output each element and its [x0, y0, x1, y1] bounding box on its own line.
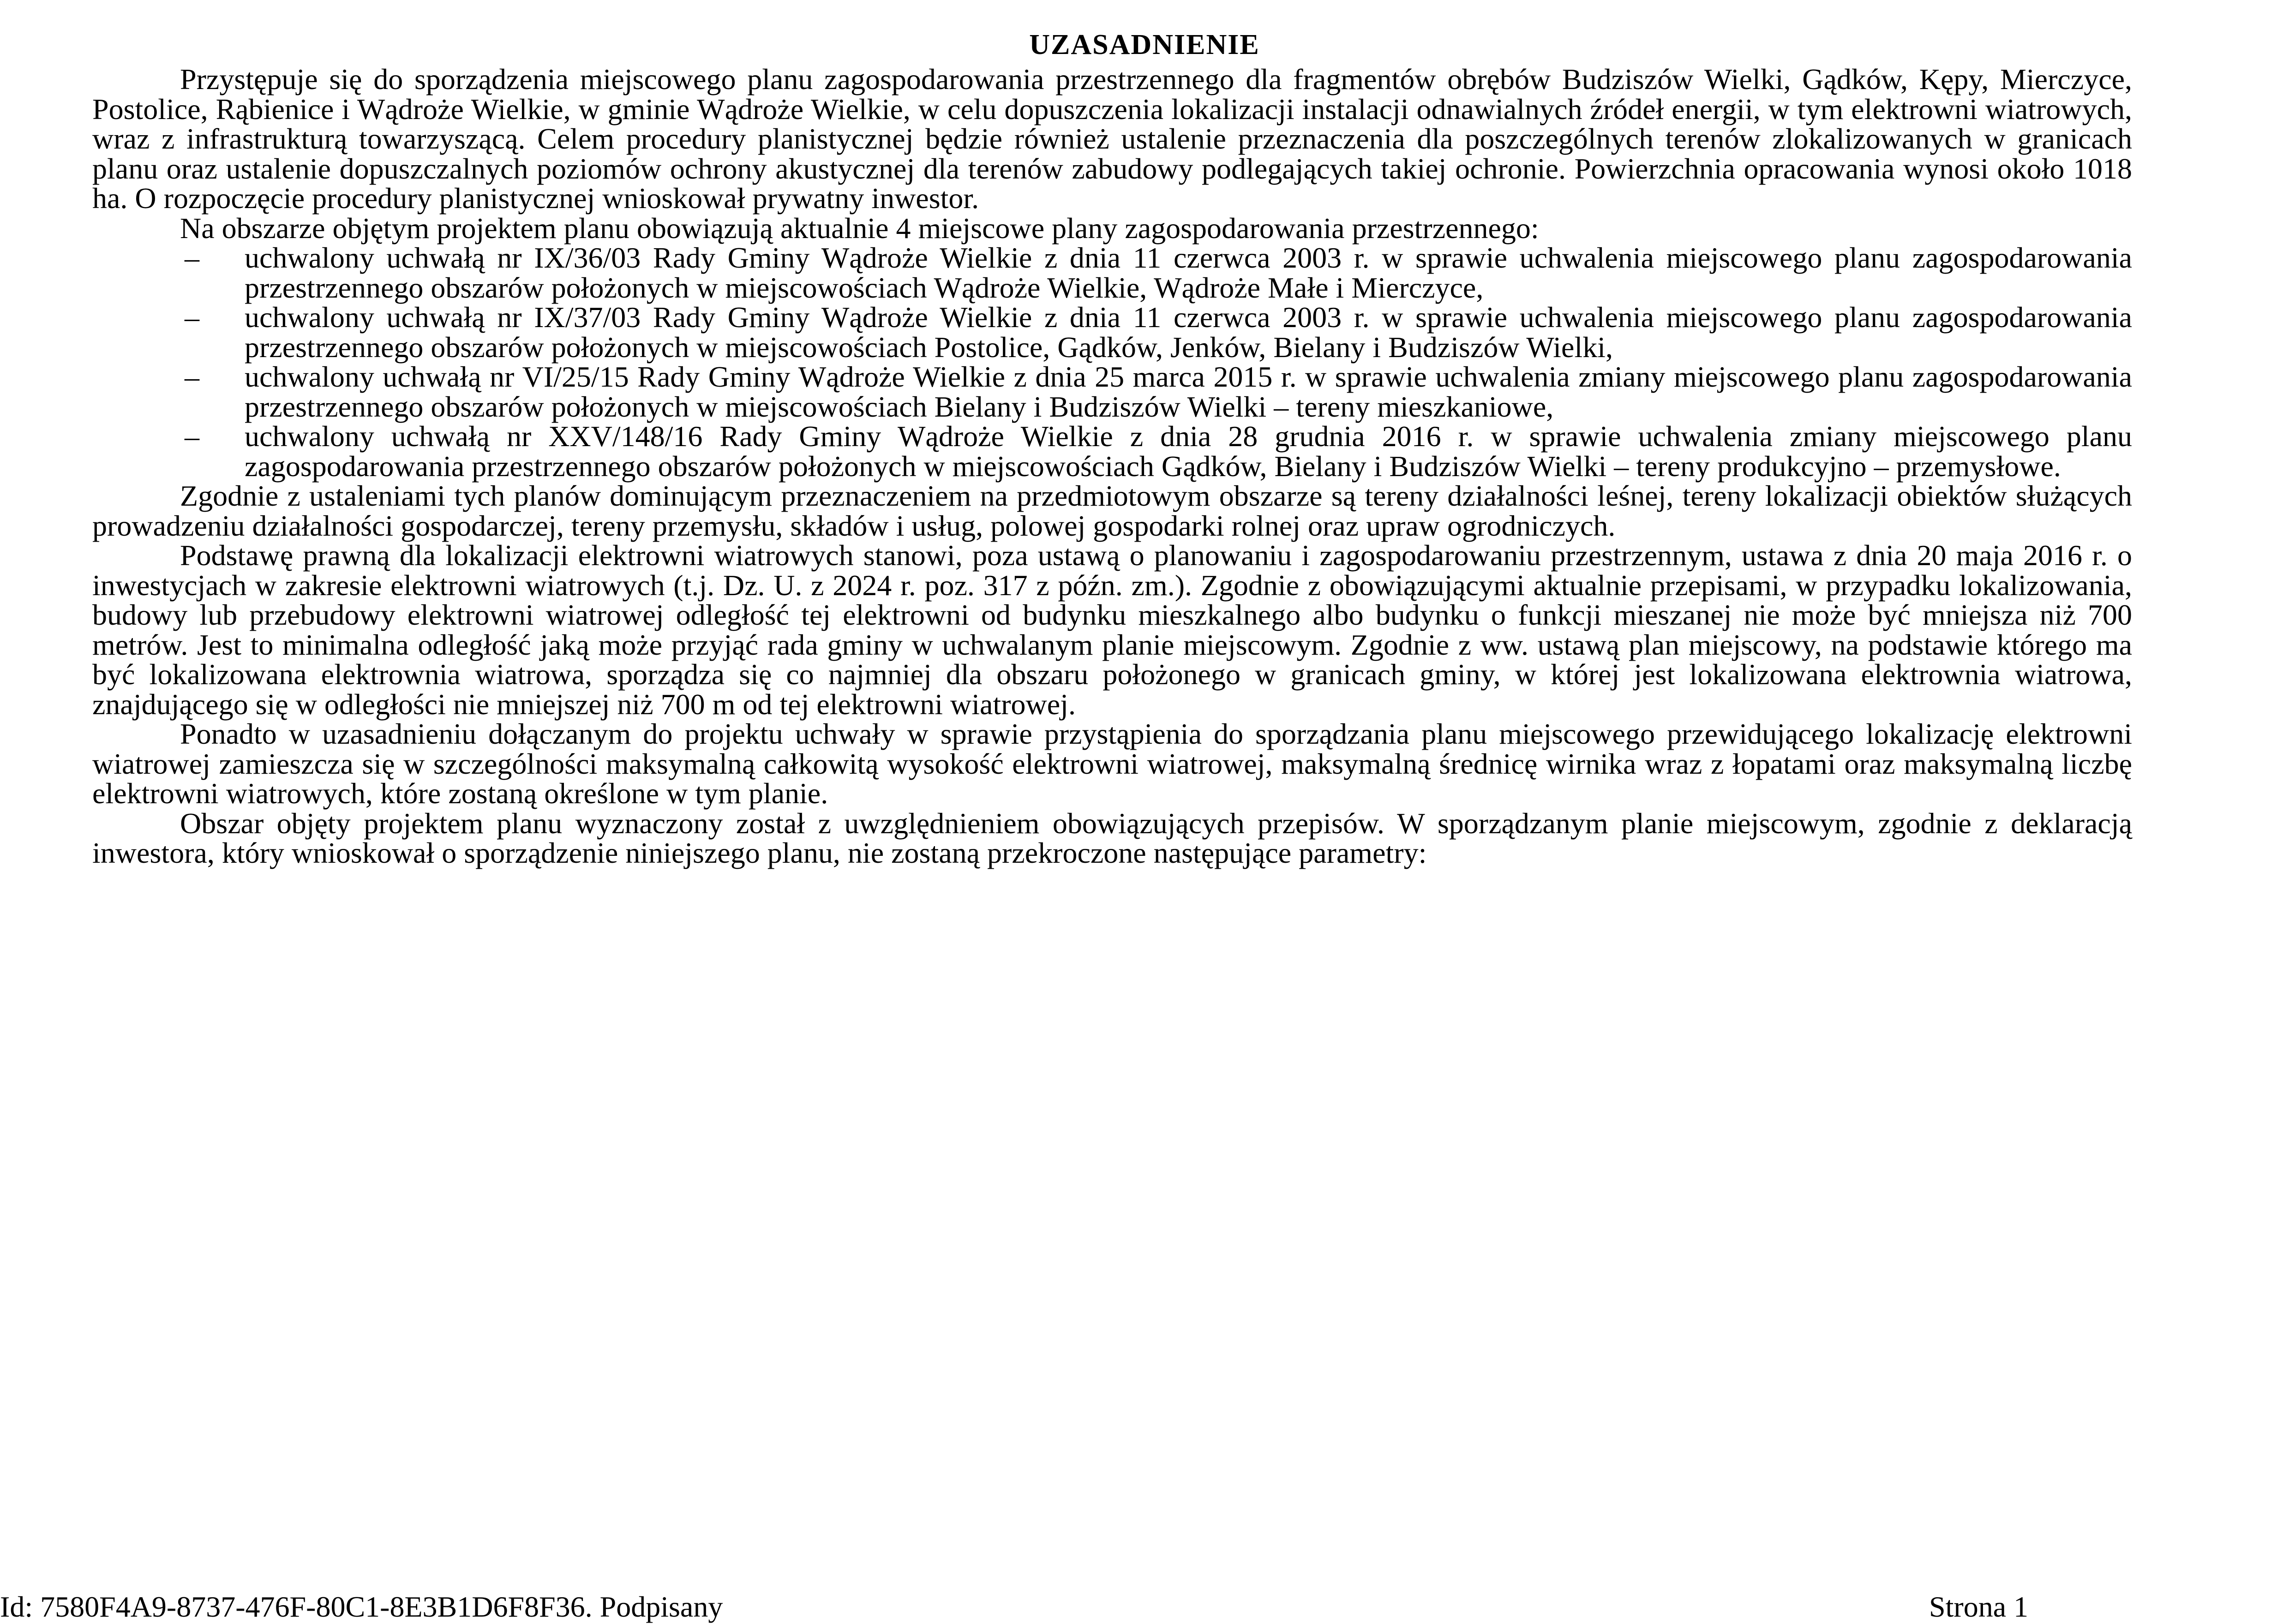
dash-bullet-icon: – — [185, 420, 199, 453]
document-title: UZASADNIENIE — [1029, 29, 1260, 60]
page-number: Strona 1 — [1929, 1590, 2029, 1623]
list-item-text: uchwalony uchwałą nr IX/37/03 Rady Gminy Wądroże Wielkie z dnia 11 czerwca 2003 r. w sprawie uchwalenia miejscowego planu zagospodarowania przestrzennego obszarów położonych w miejscowościach Postolice, Gądków, Jenków, Bielany i Budziszów Wielki, — [245, 301, 2132, 364]
paragraph-existing-plans-intro: Na obszarze objętym projektem planu obowiązują aktualnie 4 miejscowe plany zagospodarowania przestrzennego: — [180, 211, 1539, 245]
paragraph-justification-contents: Ponadto w uzasadnieniu dołączanym do projektu uchwały w sprawie przystąpienia do sporządzania planu miejscowego przewidującego lokalizację elektrowni wiatrowej zamieszcza się w szczególności maksymalną całkowitą wysokość elektrowni wiatrowej, maksymalną średnicę wirnika wraz z łopatami oraz maksymalną liczbę elektrowni wiatrowych, które zostaną określone w tym planie. — [92, 717, 2132, 810]
dash-bullet-icon: – — [185, 301, 199, 334]
list-item — [185, 360, 2132, 423]
list-item-text: uchwalony uchwałą nr XXV/148/16 Rady Gminy Wądroże Wielkie z dnia 28 grudnia 2016 r. w sprawie uchwalenia zmiany miejscowego planu zagospodarowania przestrzennego obszarów położonych w miejscowościach Gądków, Bielany i Budziszów Wielki – tereny produkcyjno – przemysłowe. — [245, 420, 2132, 483]
list-item — [185, 420, 2132, 483]
document-body — [92, 65, 2132, 868]
list-item — [185, 241, 2132, 304]
dash-bullet-icon: – — [185, 360, 199, 393]
paragraph-dominant-use: Zgodnie z ustaleniami tych planów dominującym przeznaczeniem na przedmiotowym obszarze są tereny działalności leśnej, tereny lokalizacji obiektów służących prowadzeniu działalności gospodarczej, tereny przemysłu, składów i usług, polowej gospodarki rolnej oraz upraw ogrodniczych. — [92, 479, 2132, 542]
paragraph-legal-basis: Podstawę prawną dla lokalizacji elektrowni wiatrowych stanowi, poza ustawą o planowaniu i zagospodarowaniu przestrzennym, ustawa z dnia 20 maja 2016 r. o inwestycjach w zakresie elektrowni wiatrowych (t.j. Dz. U. z 2024 r. poz. 317 z późn. zm.). Zgodnie z obowiązującymi aktualnie przepisami, w przypadku lokalizowania, budowy lub przebudowy elektrowni wiatrowej odległość tej elektrowni od budynku mieszkalnego albo budynku o funkcji mieszanej nie może być mniejsza niż 700 metrów. Jest to minimalna odległość jaką może przyjąć rada gminy w uchwalanym planie miejscowym. Zgodnie z ww. ustawą plan miejscowy, na podstawie którego ma być lokalizowana elektrownia wiatrowa, sporządza się co najmniej dla obszaru położonego w granicach gminy, w której jest lokalizowana elektrownia wiatrowa, znajdującego się w odległości nie mniejszej niż 700 m od tej elektrowni wiatrowej. — [92, 539, 2132, 721]
page-footer — [0, 1590, 2289, 1623]
dash-bullet-icon: – — [185, 241, 199, 274]
existing-plans-list — [92, 243, 2132, 481]
list-item-text: uchwalony uchwałą nr IX/36/03 Rady Gminy Wądroże Wielkie z dnia 11 czerwca 2003 r. w sprawie uchwalenia miejscowego planu zagospodarowania przestrzennego obszarów położonych w miejscowościach Wądroże Wielkie, Wądroże Małe i Mierczyce, — [245, 241, 2132, 304]
paragraph-purpose: Przystępuje się do sporządzenia miejscowego planu zagospodarowania przestrzennego dla fragmentów obrębów Budziszów Wielki, Gądków, Kępy, Mierczyce, Postolice, Rąbienice i Wądroże Wielkie, w gminie Wądroże Wielkie, w celu dopuszczenia lokalizacji instalacji odnawialnych źródeł energii, w tym elektrowni wiatrowych, wraz z infrastrukturą towarzyszącą. Celem procedury planistycznej będzie również ustalenie przeznaczenia dla poszczególnych terenów zlokalizowanych w granicach planu oraz ustalenie dopuszczalnych poziomów ochrony akustycznej dla terenów zabudowy podlegających takiej ochronie. Powierzchnia opracowania wynosi około 1018 ha. O rozpoczęcie procedury planistycznej wnioskował prywatny inwestor. — [92, 63, 2132, 215]
list-item-text: uchwalony uchwałą nr VI/25/15 Rady Gminy Wądroże Wielkie z dnia 25 marca 2015 r. w sprawie uchwalenia zmiany miejscowego planu zagospodarowania przestrzennego obszarów położonych w miejscowościach Bielany i Budziszów Wielki – tereny mieszkaniowe, — [245, 360, 2132, 423]
document-signature-id: Id: 7580F4A9-8737-476F-80C1-8E3B1D6F8F36. Podpisany — [0, 1590, 723, 1623]
list-item — [185, 301, 2132, 364]
paragraph-plan-area-parameters: Obszar objęty projektem planu wyznaczony został z uwzględnieniem obowiązujących przepisów. W sporządzanym planie miejscowym, zgodnie z deklaracją inwestora, który wnioskował o sporządzenie niniejszego planu, nie zostaną przekroczone następujące parametry: — [92, 806, 2132, 869]
